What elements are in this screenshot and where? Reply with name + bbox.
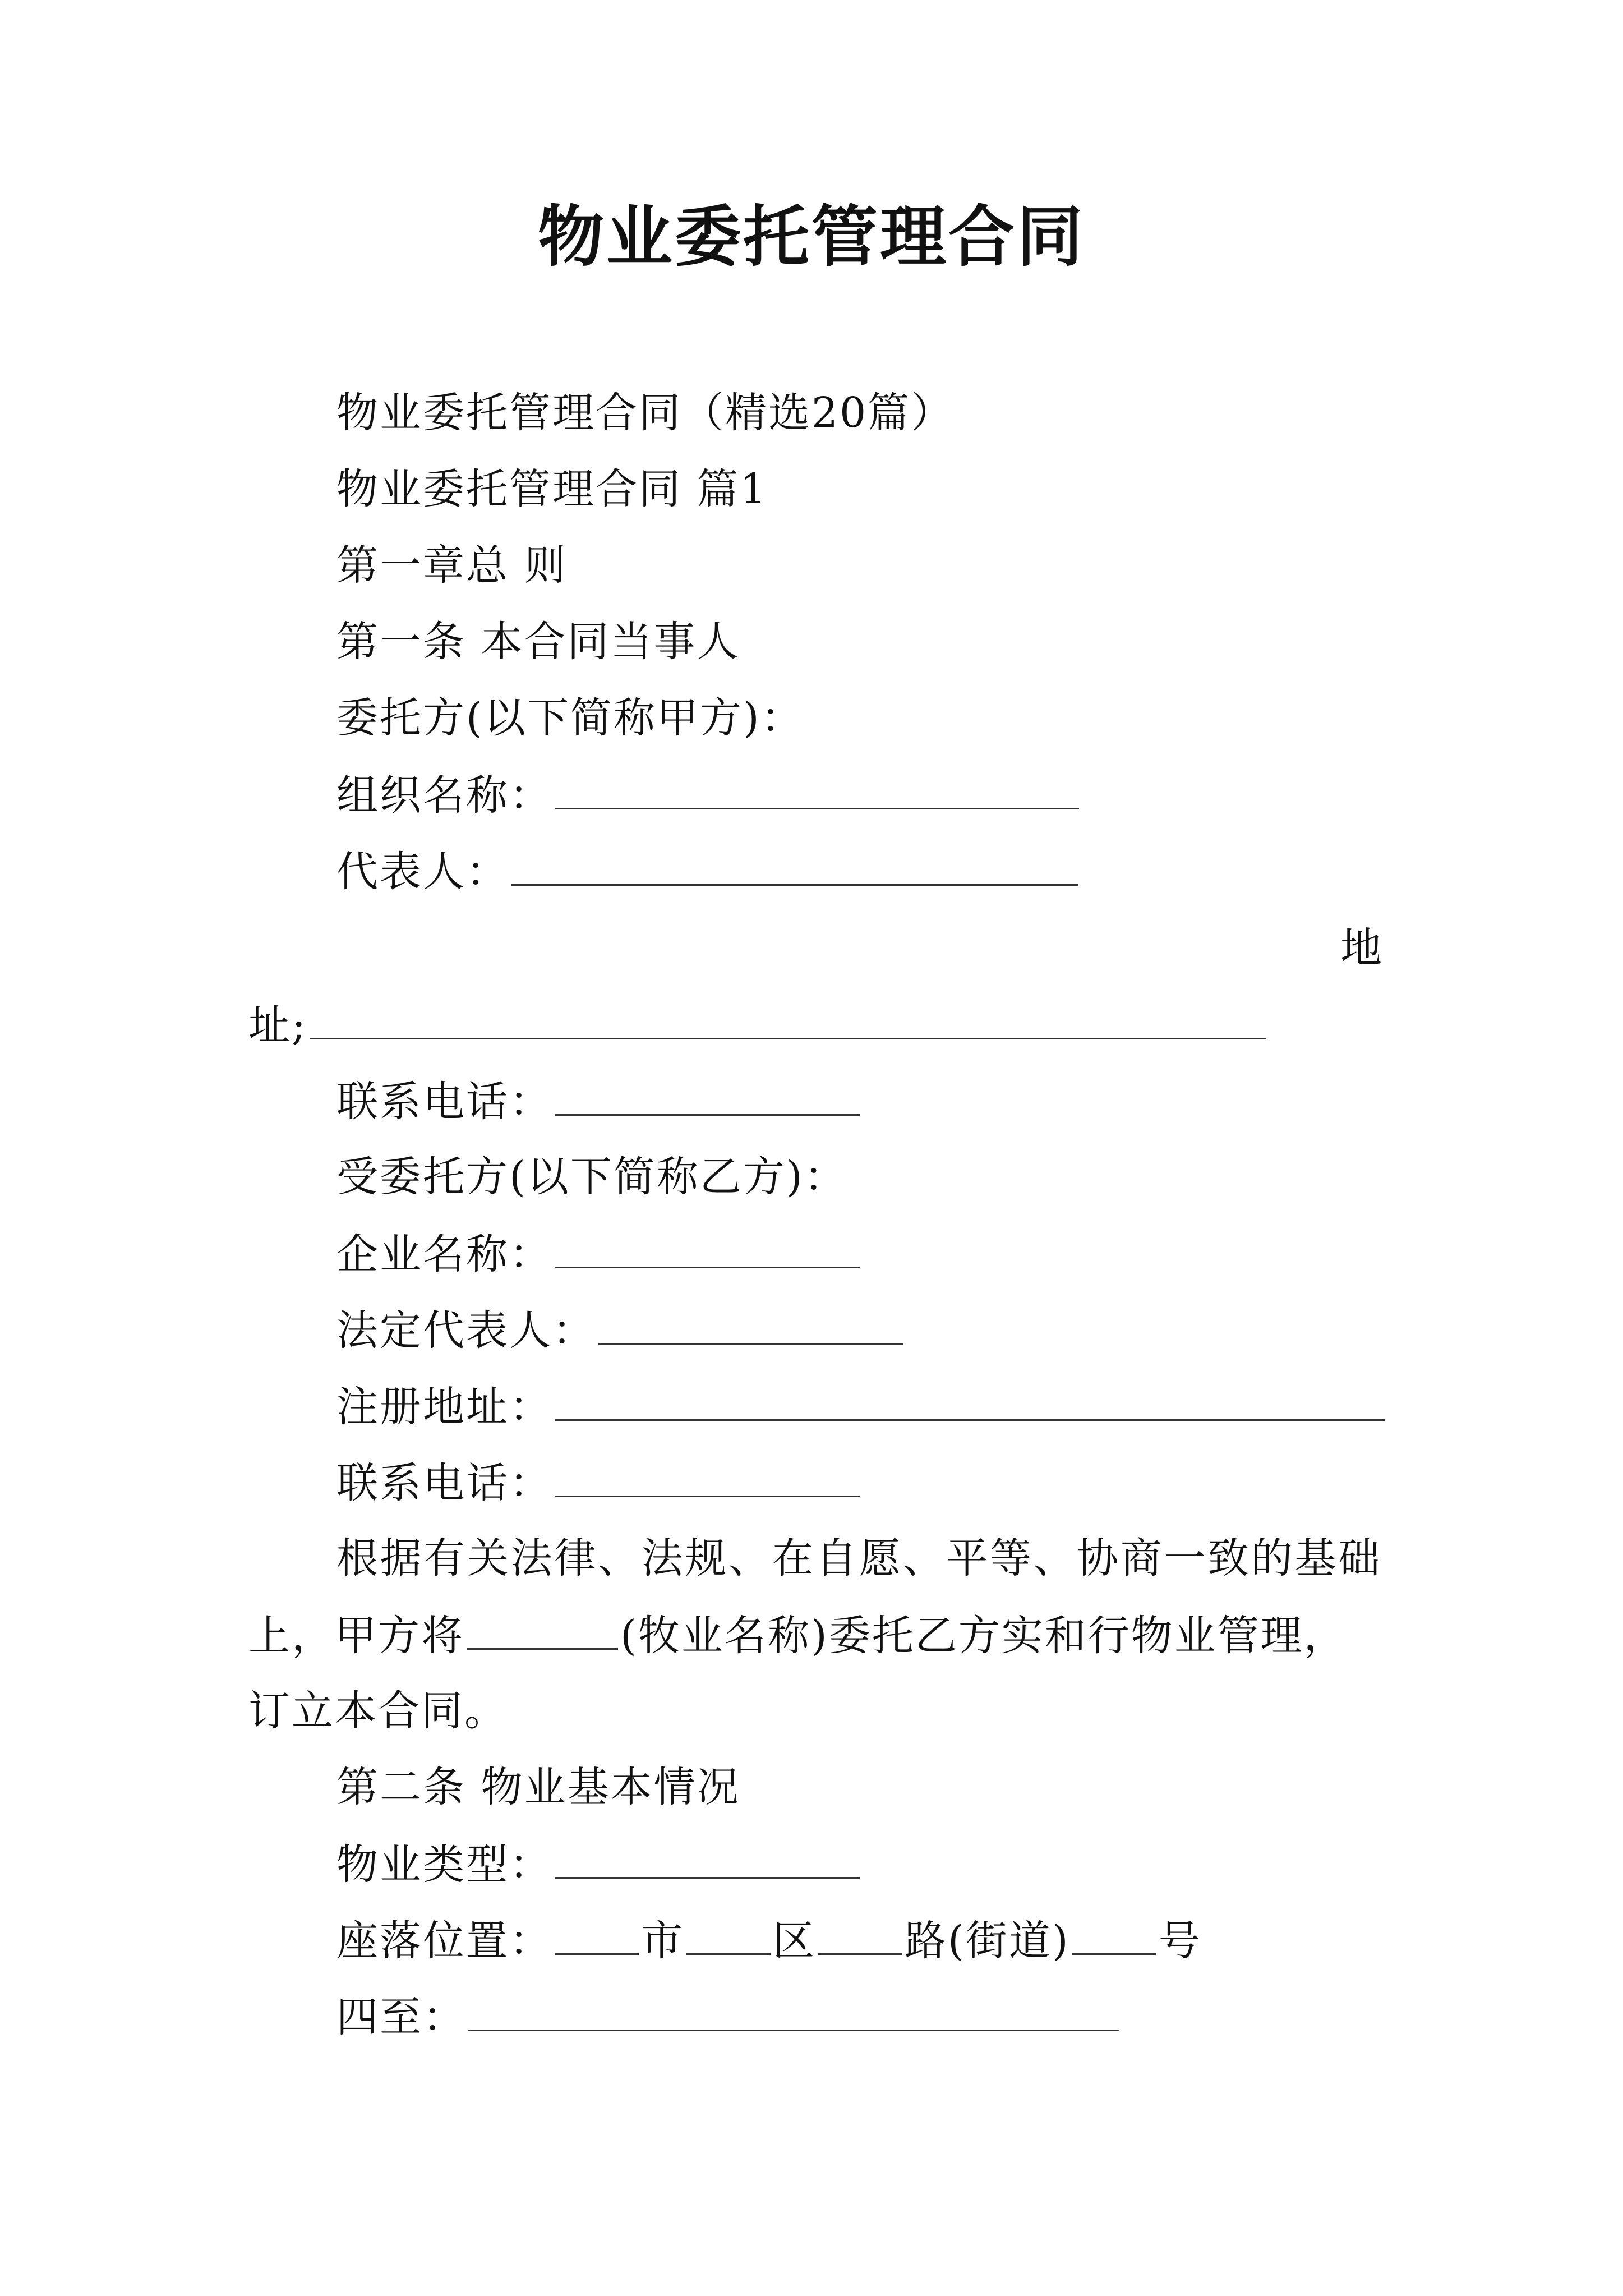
field-label: 企业名称： (336, 1230, 552, 1278)
party-a-phone (336, 1073, 863, 1130)
org-name-blank[interactable] (555, 766, 1079, 809)
body-text: (牧业名称)委托乙方实和行物业管理， (620, 1612, 1347, 1660)
party-a-address (248, 996, 1268, 1053)
section-heading-text: 物业委托管理合同 篇1 (336, 465, 768, 513)
party-b-label-text: 受委托方(以下简称乙方)： (336, 1153, 847, 1201)
location-unit: 市 (641, 1917, 684, 1965)
address-blank[interactable] (310, 996, 1266, 1039)
company-name-blank[interactable] (555, 1225, 860, 1268)
party-a-label-text: 委托方(以下简称甲方)： (336, 694, 804, 742)
document-title: 物业委托管理合同 (537, 197, 1085, 275)
address-char-1: 地 (1340, 924, 1382, 972)
field-label: 物业类型： (336, 1841, 552, 1889)
field-label: 联系电话： (336, 1078, 552, 1126)
subtitle-text: 物业委托管理合同（精选20篇） (336, 389, 955, 437)
field-label: 址; (248, 1001, 307, 1050)
party-b-legal-rep (336, 1301, 906, 1359)
legal-rep-blank[interactable] (598, 1301, 903, 1345)
road-blank[interactable] (818, 1912, 902, 1955)
property-boundaries (336, 1988, 1121, 2045)
party-b-registered-address (336, 1378, 1387, 1435)
body-paragraph-line-3 (248, 1683, 508, 1739)
field-label: 座落位置： (336, 1917, 552, 1965)
property-type (336, 1835, 863, 1893)
property-name-blank[interactable] (467, 1607, 618, 1650)
phone-blank[interactable] (555, 1454, 860, 1497)
article-heading-text: 第一条 本合同当事人 (336, 618, 740, 666)
location-unit: 路(街道) (905, 1917, 1070, 1965)
field-label: 联系电话： (336, 1459, 552, 1507)
city-blank[interactable] (555, 1912, 639, 1955)
party-a-label (336, 690, 804, 746)
district-blank[interactable] (686, 1912, 771, 1955)
body-text: 上，甲方将 (248, 1612, 464, 1660)
field-label: 代表人： (336, 848, 509, 896)
field-label: 组织名称： (336, 771, 552, 820)
boundaries-blank[interactable] (468, 1988, 1119, 2031)
chapter-heading-text: 第一章总 则 (336, 541, 568, 590)
subtitle-line (336, 385, 954, 441)
location-unit: 区 (773, 1917, 816, 1965)
party-a-org-name (336, 766, 1081, 823)
article-heading (336, 614, 740, 670)
party-b-company-name (336, 1225, 863, 1282)
section-heading (336, 461, 768, 517)
chapter-heading (336, 537, 568, 593)
property-location (336, 1912, 1202, 1969)
phone-blank[interactable] (555, 1073, 860, 1116)
article-heading-text: 第二条 物业基本情况 (336, 1763, 740, 1811)
location-unit: 号 (1158, 1917, 1202, 1965)
field-label: 法定代表人： (336, 1306, 596, 1355)
body-paragraph-line-2 (248, 1607, 1347, 1664)
party-a-representative (336, 843, 1080, 900)
field-label: 注册地址： (336, 1383, 552, 1431)
body-text: 订立本合同。 (248, 1687, 508, 1735)
party-b-label (336, 1149, 847, 1205)
representative-blank[interactable] (511, 843, 1078, 886)
registered-address-blank[interactable] (555, 1378, 1385, 1421)
party-b-phone (336, 1454, 863, 1511)
body-paragraph-line-1: 根据有关法律、法规、在自愿、平等、协商一致的基础 (336, 1534, 1380, 1582)
article-2-heading (336, 1759, 740, 1815)
property-type-blank[interactable] (555, 1835, 860, 1879)
number-blank[interactable] (1072, 1912, 1156, 1955)
field-label: 四至： (336, 1993, 466, 2041)
